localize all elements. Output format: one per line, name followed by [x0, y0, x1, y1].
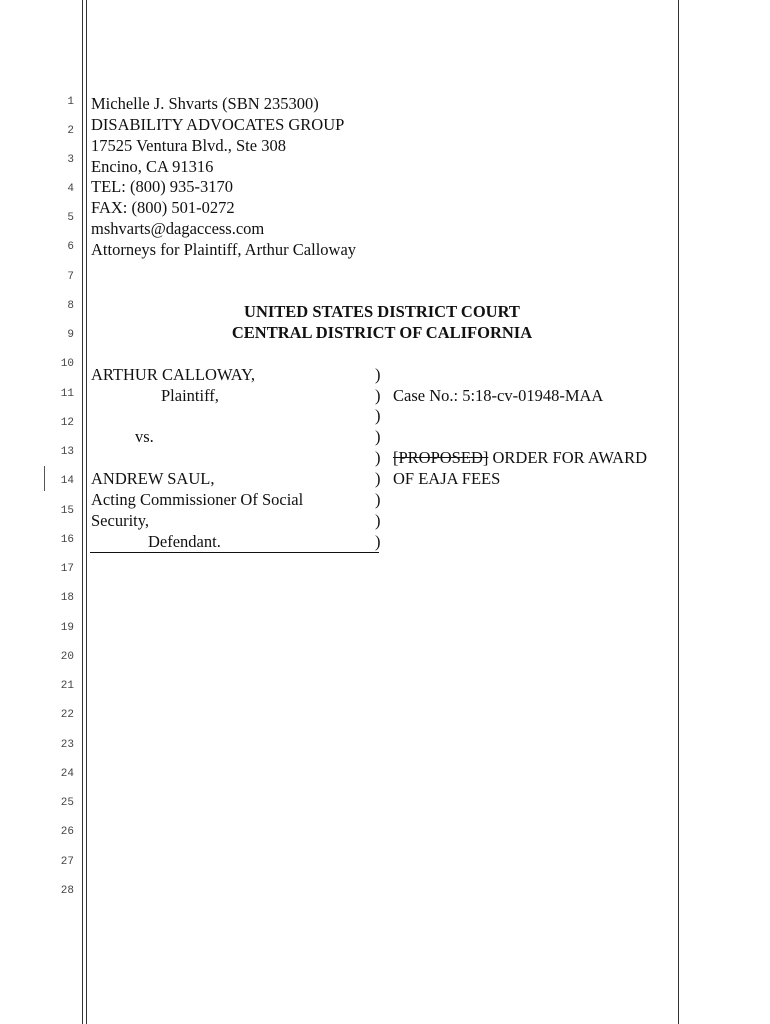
- defendant-label: Defendant.: [148, 532, 221, 551]
- court-name: UNITED STATES DISTRICT COURT: [244, 302, 520, 321]
- line-number: 10: [60, 358, 74, 370]
- caption-underline: [90, 552, 379, 553]
- caption-paren: ): [375, 386, 381, 405]
- line-number: 28: [60, 885, 74, 897]
- line-number: 23: [60, 739, 74, 751]
- line-number: 8: [67, 300, 74, 312]
- caption-paren: ): [375, 511, 381, 530]
- proposed-struck-text: [PROPOSED]: [393, 448, 489, 467]
- line-number: 1: [67, 96, 74, 108]
- line-number: 14: [60, 475, 74, 487]
- firm-name: DISABILITY ADVOCATES GROUP: [91, 115, 345, 134]
- line-number: 13: [60, 446, 74, 458]
- line-number: 18: [60, 592, 74, 604]
- line-number: 11: [60, 388, 74, 400]
- line-number: 15: [60, 505, 74, 517]
- line-number: 5: [67, 212, 74, 224]
- attorney-name: Michelle J. Shvarts (SBN 235300): [91, 94, 319, 113]
- line-number: 9: [67, 329, 74, 341]
- address-line-1: 17525 Ventura Blvd., Ste 308: [91, 136, 286, 155]
- defendant-title-line-2: Security,: [91, 511, 150, 530]
- line-number: 17: [60, 563, 74, 575]
- versus: vs.: [135, 427, 154, 446]
- line-number: 7: [67, 271, 74, 283]
- email: mshvarts@dagaccess.com: [91, 219, 265, 238]
- line-number: 21: [60, 680, 74, 692]
- order-title-text: ORDER FOR AWARD: [488, 448, 648, 467]
- line-number: 26: [60, 826, 74, 838]
- line-number: 12: [60, 417, 74, 429]
- line-number: 2: [67, 125, 74, 137]
- defendant-name: ANDREW SAUL,: [91, 469, 215, 488]
- plaintiff-label: Plaintiff,: [161, 386, 219, 405]
- defendant-title-line-1: Acting Commissioner Of Social: [91, 490, 304, 509]
- left-margin-rule-outer: [82, 0, 83, 1024]
- court-district: CENTRAL DISTRICT OF CALIFORNIA: [231, 323, 533, 342]
- line-number: 16: [60, 534, 74, 546]
- line-number: 3: [67, 154, 74, 166]
- right-margin-rule: [678, 0, 679, 1024]
- plaintiff-name: ARTHUR CALLOWAY,: [91, 365, 256, 384]
- line-number: 4: [67, 183, 74, 195]
- case-number: Case No.: 5:18-cv-01948-MAA: [393, 386, 604, 405]
- attorney-role: Attorneys for Plaintiff, Arthur Calloway: [91, 240, 357, 259]
- caption-paren: ): [375, 406, 381, 425]
- address-line-2: Encino, CA 91316: [91, 157, 214, 176]
- caption-paren: ): [375, 365, 381, 384]
- line-number: 19: [60, 622, 74, 634]
- caption-paren: ): [375, 427, 381, 446]
- line-number: 27: [60, 856, 74, 868]
- line-number: 24: [60, 768, 74, 780]
- order-title-line-2: OF EAJA FEES: [393, 469, 501, 488]
- caption-paren: ): [375, 490, 381, 509]
- caption-paren: ): [375, 469, 381, 488]
- caption-paren: ): [375, 532, 381, 551]
- caption-paren: ): [375, 448, 381, 467]
- fax: FAX: (800) 501-0272: [91, 198, 235, 217]
- telephone: TEL: (800) 935-3170: [91, 177, 234, 196]
- line-number: 20: [60, 651, 74, 663]
- line-number: 6: [67, 241, 74, 253]
- left-margin-rule-inner: [86, 0, 87, 1024]
- order-title-line-1: [393, 450, 647, 467]
- line-number: 22: [60, 709, 74, 721]
- revision-margin-mark: [44, 466, 45, 491]
- line-number: 25: [60, 797, 74, 809]
